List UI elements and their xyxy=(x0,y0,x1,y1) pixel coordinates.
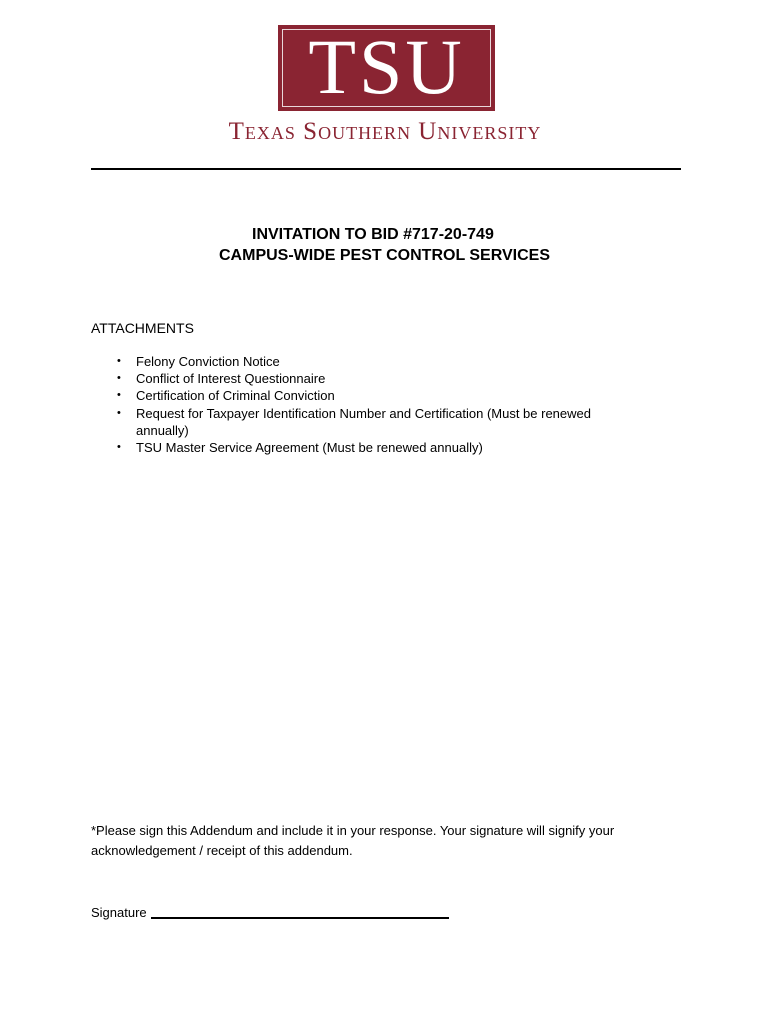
list-item xyxy=(117,405,637,439)
logo-letters: TSU xyxy=(308,23,465,110)
bid-title: INVITATION TO BID #717-20-749 xyxy=(252,226,494,243)
attachments-list xyxy=(117,353,637,456)
attachments-heading: ATTACHMENTS xyxy=(91,320,194,336)
tsu-logo xyxy=(278,25,495,111)
signature-row xyxy=(91,904,449,922)
bullet-icon: • xyxy=(117,441,121,454)
list-item xyxy=(117,387,637,404)
list-item xyxy=(117,353,637,370)
university-name: Texas Southern University xyxy=(228,118,542,145)
list-item-text: Conflict of Interest Questionnaire xyxy=(136,371,326,387)
header-divider xyxy=(91,168,681,170)
bullet-icon: • xyxy=(117,355,121,367)
bullet-icon: • xyxy=(117,372,121,385)
list-item-text: Certification of Criminal Conviction xyxy=(136,388,335,404)
list-item-text: Felony Conviction Notice xyxy=(136,354,280,369)
signature-note: *Please sign this Addendum and include it in your response. Your signature will signify your acknowledgement / receipt of this addendum. xyxy=(91,823,615,858)
bullet-icon: • xyxy=(117,389,121,402)
bid-subtitle: CAMPUS-WIDE PEST CONTROL SERVICES xyxy=(219,247,550,264)
signature-label: Signature xyxy=(91,905,147,920)
list-item-text: TSU Master Service Agreement (Must be renewed annually) xyxy=(136,440,483,456)
signature-line[interactable] xyxy=(151,917,449,919)
list-item xyxy=(117,370,637,387)
bullet-icon: • xyxy=(117,406,121,419)
list-item-text: Request for Taxpayer Identification Number and Certification (Must be renewed annually) xyxy=(136,405,591,438)
list-item xyxy=(117,439,637,456)
